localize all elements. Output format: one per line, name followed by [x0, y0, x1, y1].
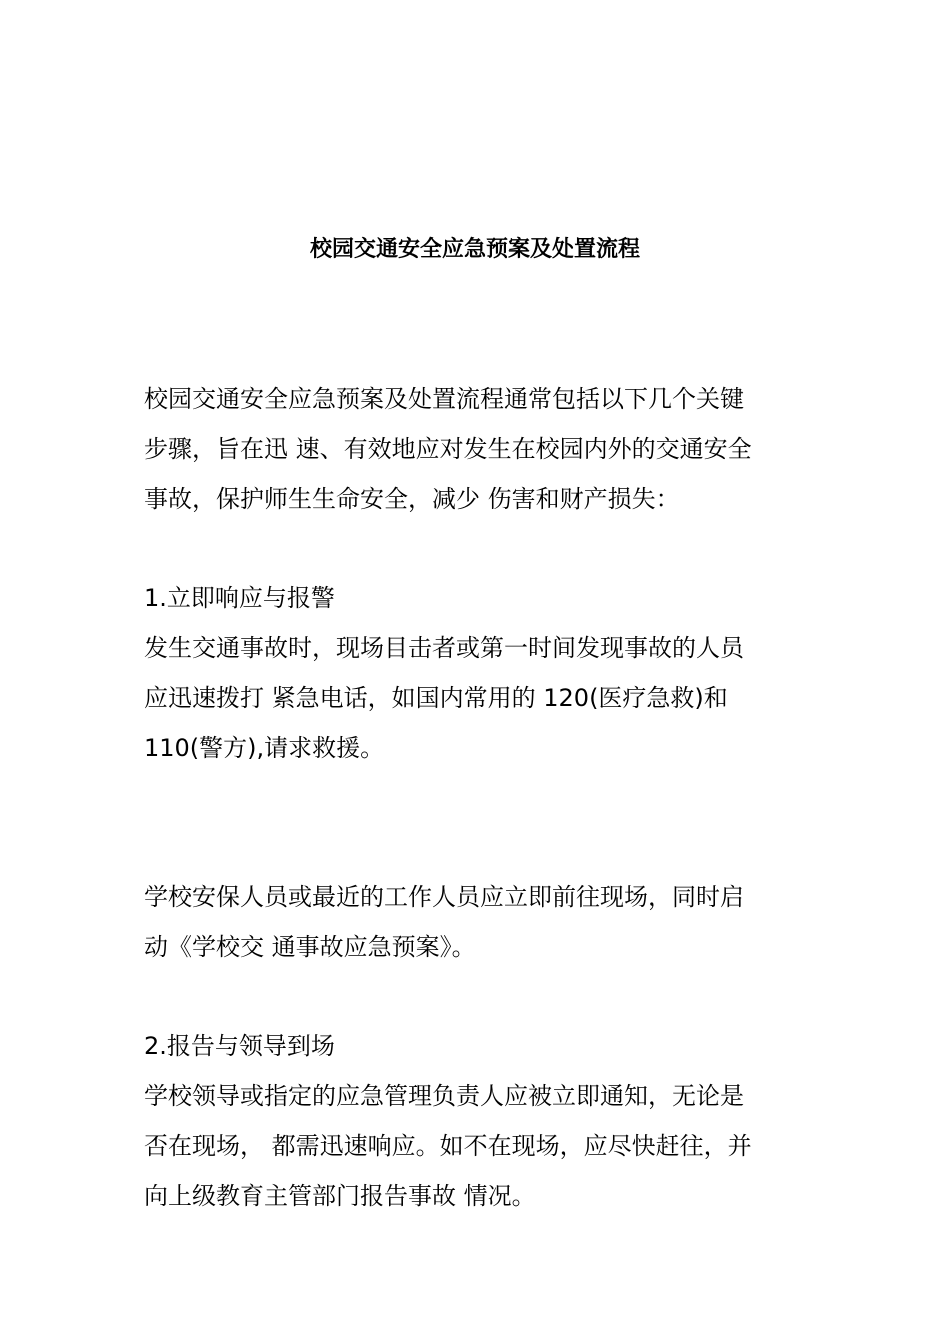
intro-line-3: 事故，保护师生生命安全，减少 伤害和财产损失： — [144, 485, 680, 513]
intro-line-2: 步骤，旨在迅 速、有效地应对发生在校园内外的交通安全 — [144, 435, 752, 463]
section-1-line-1: 发生交通事故时，现场目击者或第一时间发现事故的人员 — [144, 634, 744, 662]
section-1 — [144, 573, 814, 773]
section-2-line-2: 否在现场， 都需迅速响应。如不在现场，应尽快赶往，并 — [144, 1132, 752, 1160]
paragraph-2-line-2: 动《学校交 通事故应急预案》。 — [144, 933, 476, 961]
section-2-line-1: 学校领导或指定的应急管理负责人应被立即通知，无论是 — [144, 1082, 744, 1110]
section-2 — [144, 1021, 814, 1221]
paragraph-2-line-1: 学校安保人员或最近的工作人员应立即前往现场，同时启 — [144, 883, 744, 911]
section-1-heading: 1.立即响应与报警 — [144, 584, 335, 612]
intro-paragraph — [144, 374, 814, 524]
paragraph-2 — [144, 872, 814, 972]
intro-line-1: 校园交通安全应急预案及处置流程通常包括以下几个关键 — [144, 385, 744, 413]
section-2-heading: 2.报告与领导到场 — [144, 1032, 335, 1060]
section-1-line-3: 110(警方),请求救援。 — [144, 734, 385, 762]
section-1-line-2: 应迅速拨打 紧急电话，如国内常用的 120(医疗急救)和 — [144, 684, 728, 712]
section-2-line-3: 向上级教育主管部门报告事故 情况。 — [144, 1182, 536, 1210]
document-title: 校园交通安全应急预案及处置流程 — [309, 237, 640, 262]
